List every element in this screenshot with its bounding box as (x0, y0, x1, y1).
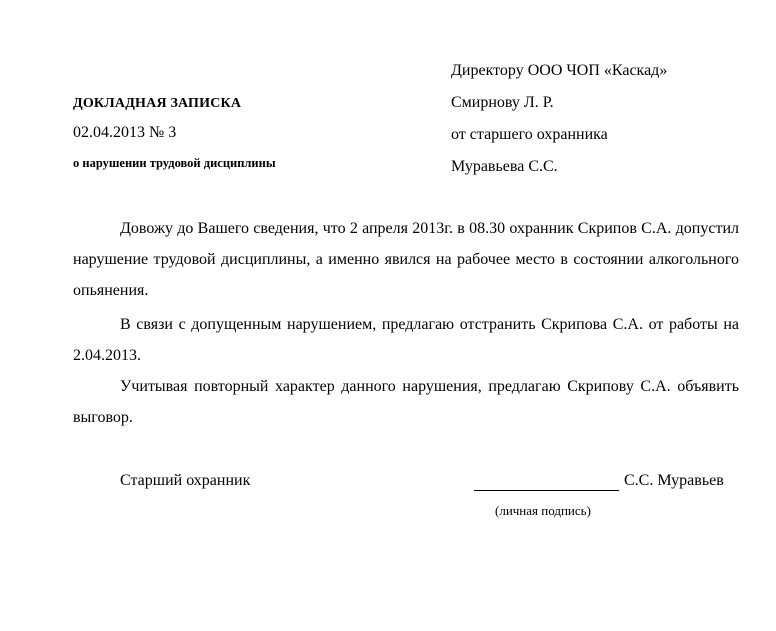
signature-caption: (личная подпись) (495, 503, 591, 518)
recipient-line-2: Смирнову Л. Р. (451, 94, 554, 111)
recipient-line-1: Директору ООО ЧОП «Каскад» (451, 62, 668, 79)
document-title: ДОКЛАДНАЯ ЗАПИСКА (73, 96, 242, 111)
body-paragraph-1: Довожу до Вашего сведения, что 2 апреля 2013г. в 08.30 охранник Скрипов С.А. допустил нарушение трудовой дисциплины, а именно явился на рабочее место в состоянии алкогольного опьянения. (73, 220, 739, 299)
recipient-line-3: от старшего охранника (451, 126, 608, 143)
body-paragraph-2: В связи с допущенным нарушением, предлагаю отстранить Скрипова С.А. от работы на 2.04.2013. (73, 316, 739, 364)
document-date-number: 02.04.2013 № 3 (73, 124, 177, 141)
signature-name: С.С. Муравьев (624, 472, 724, 489)
body-paragraph-3: Учитывая повторный характер данного нарушения, предлагаю Скрипову С.А. объявить выговор. (73, 378, 739, 426)
signature-position: Старший охранник (120, 472, 251, 489)
document-subject: о нарушении трудовой дисциплины (73, 156, 276, 170)
recipient-line-4: Муравьева С.С. (451, 158, 558, 175)
signature-line (474, 490, 619, 491)
